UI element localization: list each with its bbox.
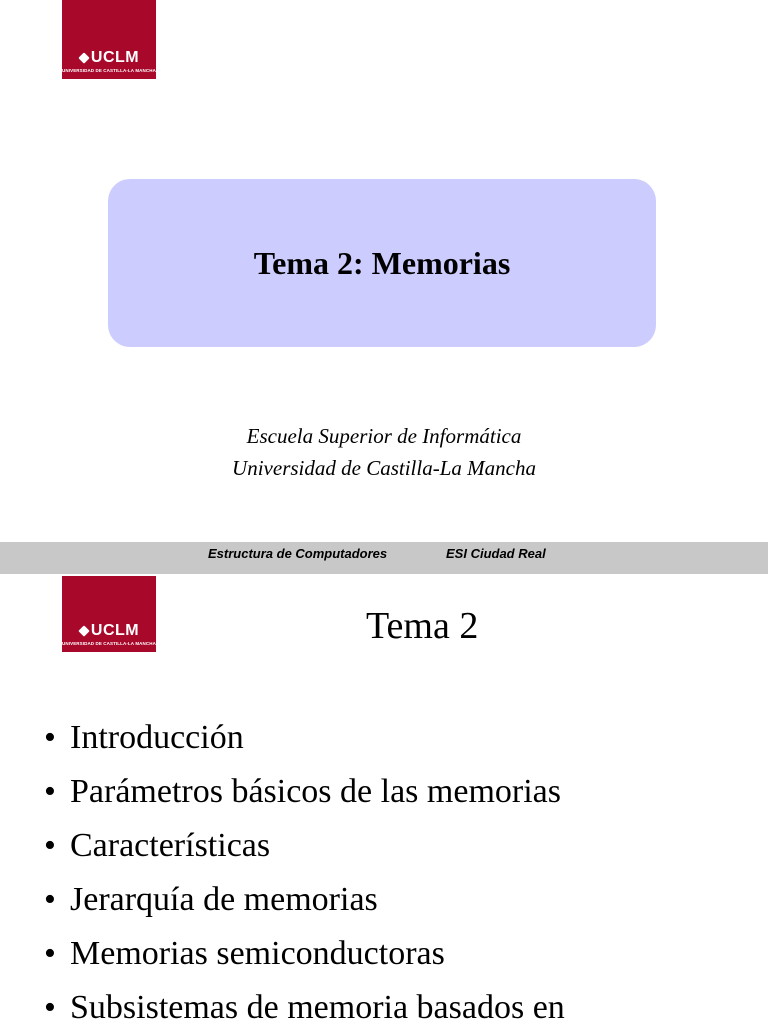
course-name: Estructura de Computadores bbox=[208, 546, 388, 561]
slide-separator-bar bbox=[0, 542, 768, 574]
title-box bbox=[108, 179, 656, 347]
list-item bbox=[44, 822, 565, 876]
list-item-text: Parámetros básicos de las memorias bbox=[70, 773, 561, 810]
slide-title: Tema 2: Memorias bbox=[253, 244, 511, 281]
list-item-text: Características bbox=[70, 827, 271, 864]
bullet-list bbox=[44, 714, 565, 1024]
logo-diamond-icon bbox=[79, 53, 89, 63]
bullet-icon: • bbox=[44, 881, 56, 918]
bullet-icon: • bbox=[44, 935, 56, 972]
uclm-logo bbox=[62, 0, 156, 79]
slide-title: Tema 2 bbox=[366, 605, 479, 647]
logo-subtitle: UNIVERSIDAD DE CASTILLA-LA MANCHA bbox=[62, 641, 156, 646]
list-item bbox=[44, 714, 565, 768]
contents-slide bbox=[0, 574, 768, 1024]
bullet-icon: • bbox=[44, 989, 56, 1024]
list-item bbox=[44, 876, 565, 930]
university-name: Universidad de Castilla-La Mancha bbox=[232, 456, 536, 480]
bullet-icon: • bbox=[44, 827, 56, 864]
bullet-icon: • bbox=[44, 773, 56, 810]
list-item-text: Subsistemas de memoria basados en bbox=[70, 989, 565, 1024]
list-item bbox=[44, 768, 565, 822]
logo-subtitle: UNIVERSIDAD DE CASTILLA-LA MANCHA bbox=[62, 68, 156, 73]
logo-diamond-icon bbox=[79, 626, 89, 636]
logo-mark bbox=[79, 50, 139, 66]
list-item-text: Memorias semiconductoras bbox=[70, 935, 445, 972]
list-item-text: Jerarquía de memorias bbox=[70, 881, 378, 918]
bullet-icon: • bbox=[44, 719, 56, 756]
logo-name: UCLM bbox=[90, 622, 140, 639]
campus-name: ESI Ciudad Real bbox=[446, 546, 546, 561]
list-item-text: Introducción bbox=[70, 719, 244, 756]
uclm-logo bbox=[62, 576, 156, 652]
logo-name: UCLM bbox=[90, 49, 140, 66]
list-item bbox=[44, 930, 565, 984]
school-name: Escuela Superior de Informática bbox=[246, 424, 522, 448]
list-item bbox=[44, 984, 565, 1024]
logo-mark bbox=[79, 623, 139, 639]
